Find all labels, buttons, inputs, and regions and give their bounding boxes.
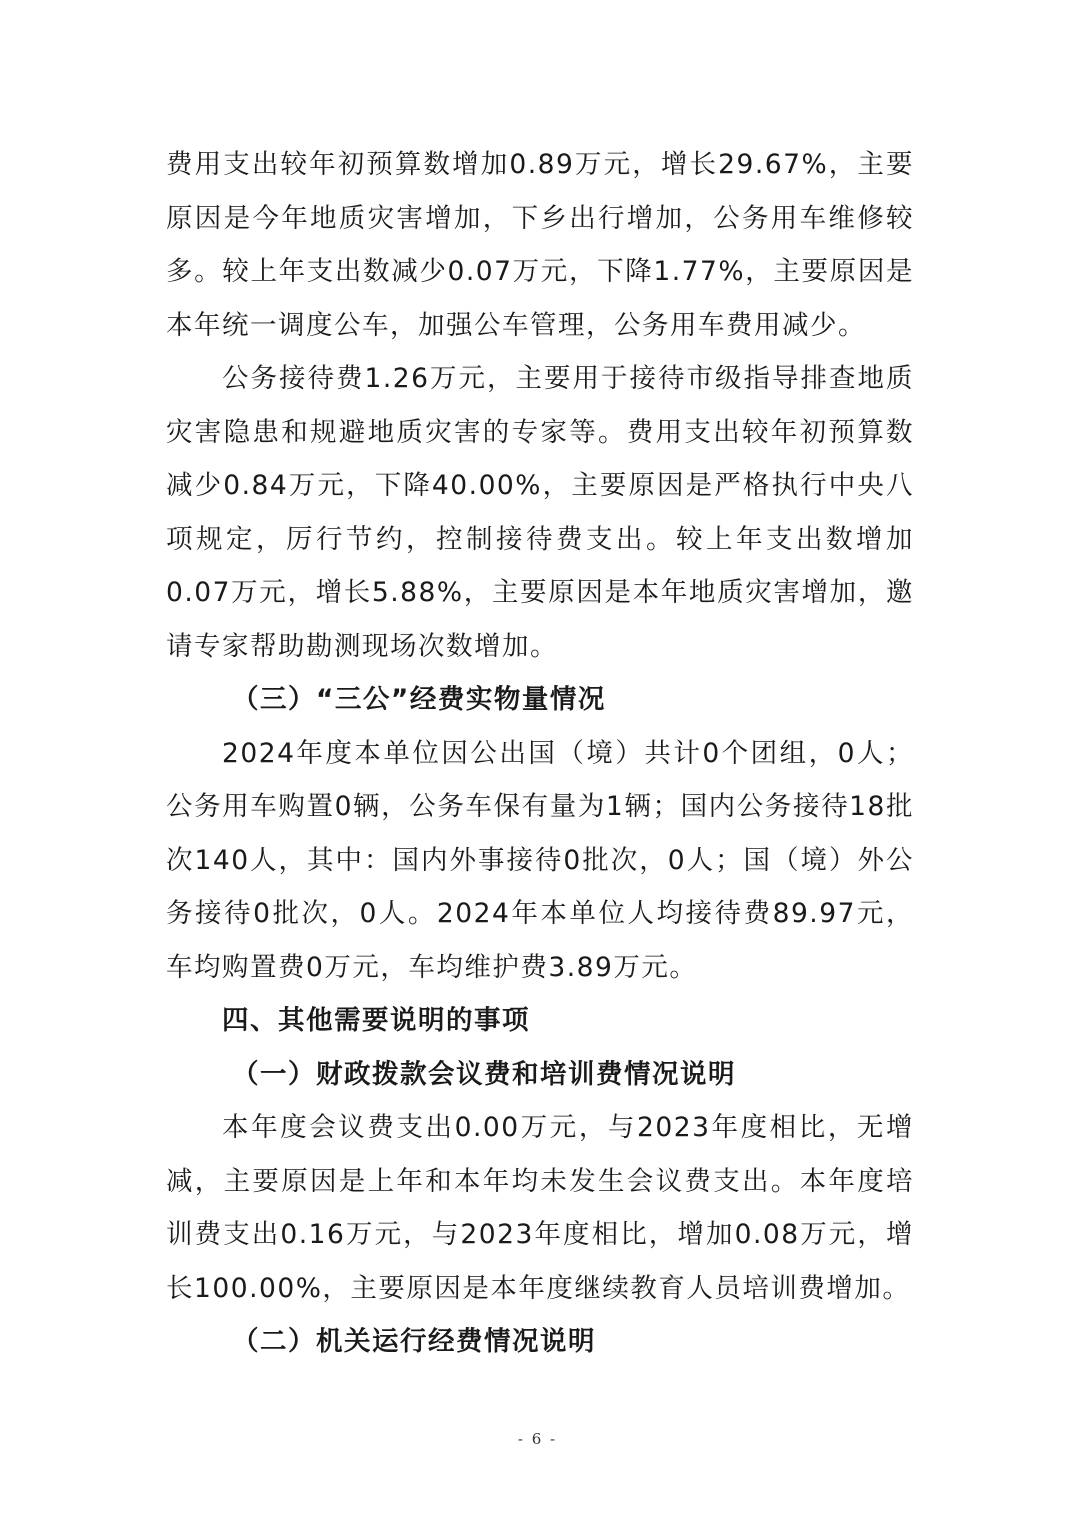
paragraph-meeting-training: 本年度会议费支出0.00万元，与2023年度相比，无增减，主要原因是上年和本年均未发生会议费支出。本年度培训费支出0.16万元，与2023年度相比，增加0.08万元，增长100.00%，主要原因是本年度继续教育人员培训费增加。: [166, 1112, 914, 1304]
heading-physical-quantity: （三）“三公”经费实物量情况: [232, 684, 606, 715]
heading-meeting-training: （一）财政拨款会议费和培训费情况说明: [232, 1058, 736, 1090]
heading-operating-expense: （二）机关运行经费情况说明: [232, 1326, 596, 1357]
document-body: [166, 138, 914, 1369]
paragraph-reception-expense: 公务接待费1.26万元，主要用于接待市级指导排查地质灾害隐患和规避地质灾害的专家等。费用支出较年初预算数减少0.84万元，下降40.00%，主要原因是严格执行中央八项规定，厉行节约，控制接待费支出。较上年支出数增加0.07万元，增长5.88%，主要原因是本年地质灾害增加，邀请专家帮助勘测现场次数增加。: [166, 363, 914, 662]
paragraph-vehicle-expense: 费用支出较年初预算数增加0.89万元，增长29.67%，主要原因是今年地质灾害增加，下乡出行增加，公务用车维修较多。较上年支出数减少0.07万元，下降1.77%，主要原因是本年统一调度公车，加强公车管理，公务用车费用减少。: [166, 149, 914, 341]
paragraph-physical-quantity: 2024年度本单位因公出国（境）共计0个团组，0人；公务用车购置0辆，公务车保有量为1辆；国内公务接待18批次140人，其中：国内外事接待0批次，0人；国（境）外公务接待0批次，0人。2024年本单位人均接待费89.97元，车均购置费0万元，车均维护费3.89万元。: [166, 737, 914, 983]
page-number: - 6 -: [517, 1430, 558, 1448]
heading-other-matters: 四、其他需要说明的事项: [222, 1005, 530, 1036]
